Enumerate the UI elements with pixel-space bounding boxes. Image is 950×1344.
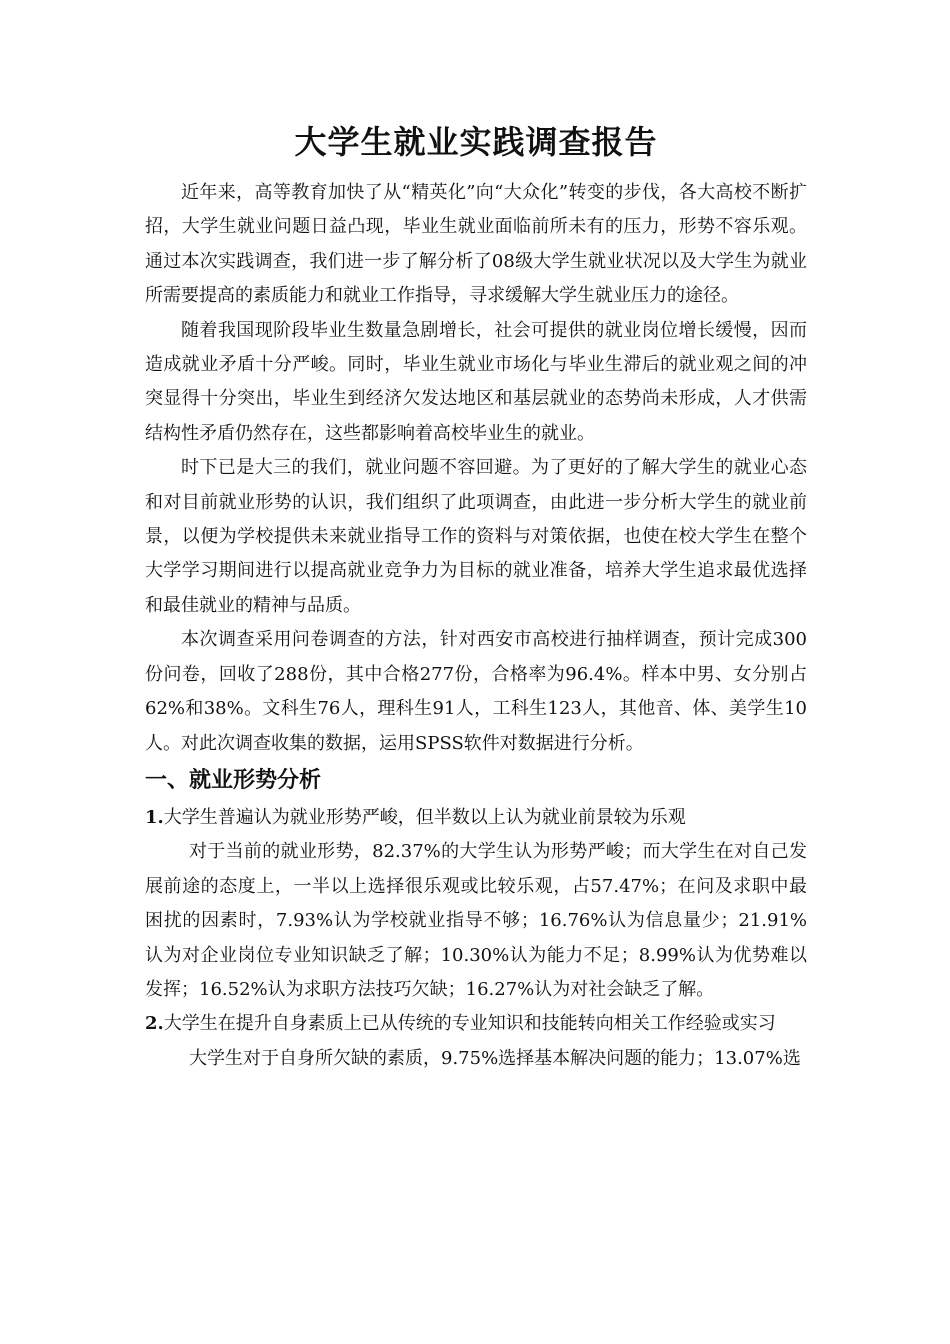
subsection-heading-text-2: 大学生在提升自身素质上已从传统的专业知识和技能转向相关工作经验或实习 [163,1013,776,1035]
subsection-heading-text-1: 大学生普遍认为就业形势严峻，但半数以上认为就业前景较为乐观 [163,806,686,828]
subsection-number-1: 1. [145,806,164,828]
document-title: 大学生就业实践调查报告 [294,123,658,161]
subsection-heading-2 [145,1007,807,1041]
intro-paragraph-3: 时下已是大三的我们，就业问题不容回避。为了更好的了解大学生的就业心态和对目前就业形势的认识，我们组织了此项调查，由此进一步分析大学生的就业前景，以便为学校提供未来就业指导工作的资料与对策依据，也使在校大学生在整个大学学习期间进行以提高就业竞争力为目标的就业准备，培养大学生追求最优选择和最佳就业的精神与品质。 [145,457,807,616]
intro-paragraph-1: 近年来，高等教育加快了从“精英化”向“大众化”转变的步伐，各大高校不断扩招，大学生就业问题日益凸现，毕业生就业面临前所未有的压力，形势不容乐观。通过本次实践调查，我们进一步了解分析了08级大学生就业状况以及大学生为就业所需要提高的素质能力和就业工作指导，寻求缓解大学生就业压力的途径。 [145,182,807,307]
document-page [145,118,807,1076]
intro-paragraph-2: 随着我国现阶段毕业生数量急剧增长，社会可提供的就业岗位增长缓慢，因而造成就业矛盾十分严峻。同时，毕业生就业市场化与毕业生滞后的就业观之间的冲突显得十分突出，毕业生到经济欠发达地区和基层就业的态势尚未形成，人才供需结构性矛盾仍然存在，这些都影响着高校毕业生的就业。 [145,319,807,444]
subsection-heading-1 [145,801,807,835]
subsection-paragraph-1: 对于当前的就业形势，82.37%的大学生认为形势严峻；而大学生在对自己发展前途的态度上，一半以上选择很乐观或比较乐观，占57.47%；在问及求职中最困扰的因素时，7.93%认为学校就业指导不够；16.76%认为信息量少；21.91%认为对企业岗位专业知识缺乏了解；10.30%认为能力不足；8.99%认为优势难以发挥；16.52%认为求职方法技巧欠缺；16.27%认为对社会缺乏了解。 [145,841,807,1000]
section-heading-employment-situation: 一、就业形势分析 [145,767,322,793]
intro-paragraph-4: 本次调查采用问卷调查的方法，针对西安市高校进行抽样调查，预计完成300份问卷，回收了288份，其中合格277份，合格率为96.4%。样本中男、女分别占62%和38%。文科生76人，理科生91人，工科生123人，其他音、体、美学生10人。对此次调查收集的数据，运用SPSS软件对数据进行分析。 [145,629,807,754]
subsection-number-2: 2. [145,1013,164,1035]
subsection-paragraph-2: 大学生对于自身所欠缺的素质，9.75%选择基本解决问题的能力；13.07%选 [189,1047,801,1069]
